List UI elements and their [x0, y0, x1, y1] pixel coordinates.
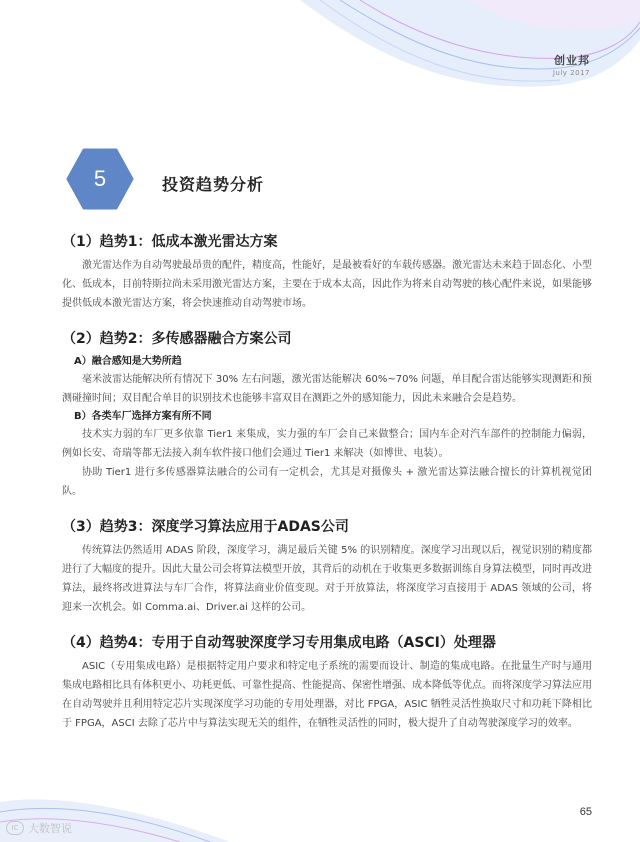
brand-date: July 2017	[552, 69, 590, 77]
section-title: （3）趋势3：深度学习算法应用于ADAS公司	[62, 519, 349, 535]
watermark-text: 大数智说	[28, 822, 72, 835]
chapter-number: 5	[93, 166, 107, 191]
chapter-title: 投资趋势分析	[162, 175, 265, 194]
section-2	[62, 329, 592, 501]
section-paragraph: 激光雷达作为自动驾驶最昂贵的配件，精度高，性能好，是最被看好的车载传感器。激光雷达未来趋于固态化、小型化、低成本，目前特斯拉尚未采用激光雷达方案，主要在于成本太高，因此作为将来自动驾驶的核心配件来说，如果能够提供低成本激光雷达方案，将会快速推动自动驾驶市场。	[62, 260, 592, 309]
section-paragraph: 技术实力弱的车厂更多依靠 Tier1 来集成，实力强的车厂会自己来做整合；国内车企对汽车部件的控制能力偏弱，例如长安、奇瑞等都无法接入刹车软件接口他们会通过 Tier1 来解决（如博世、电装）。	[62, 429, 592, 459]
bottom-wave-decoration	[0, 782, 640, 842]
brand-name: 创业邦	[554, 54, 590, 67]
section-title: （1）趋势1：低成本激光雷达方案	[62, 234, 278, 250]
main-content	[62, 232, 592, 733]
section-paragraph: ASIC（专用集成电路）是根据特定用户要求和特定电子系统的需要而设计、制造的集成电路。在批量生产时与通用集成电路相比具有体积更小、功耗更低、可靠性提高、性能提高、保密性增强、成本降低等优点。而将深度学习算法应用在自动驾驶并且利用特定芯片实现深度学习功能的专用处理器，对比 FPGA，ASIC 牺牲灵活性换取尺寸和功耗下降相比于 FPGA，ASCI 去除了芯片中与算法实现无关的组件，在牺牲灵活性的同时，极大提升了自动驾驶深度学习的效率。	[62, 661, 592, 729]
section-3	[62, 517, 592, 617]
subheading: B）各类车厂选择方案有所不同	[74, 411, 212, 422]
page-number: 65	[579, 806, 592, 818]
section-paragraph: 毫米波雷达能解决所有情况下 30% 左右问题，激光雷达能解决 60%~70% 问题，单目配合雷达能够实现测距和预测碰撞时间；双目配合单目的识别技术也能够丰富双目在测距之外的感知能力，因此未来融合会是趋势。	[62, 374, 592, 404]
section-paragraph: 传统算法仍然适用 ADAS 阶段，深度学习，满足最后关键 5% 的识别精度。深度学习出现以后，视觉识别的精度都进行了大幅度的提升。因此大量公司会将算法模型开放，其背后的动机在于收集更多数据训练自身算法模型，同时再改进算法，最终将改进算法与车厂合作，将算法商业价值变现。对于开放算法，将深度学习直接用于 ADAS 领域的公司，将迎来一次机会。如 Comma.ai、Driver.ai 这样的公司。	[62, 545, 592, 613]
section-title: （4）趋势4：专用于自动驾驶深度学习专用集成电路（ASCI）处理器	[62, 635, 496, 651]
top-wave-decoration	[0, 0, 640, 110]
brand-header	[553, 52, 590, 77]
subheading: A）融合感知是大势所趋	[74, 356, 182, 367]
watermark-logo-icon: IC	[6, 821, 24, 835]
watermark	[6, 820, 72, 836]
section-4	[62, 633, 592, 733]
section-1	[62, 232, 592, 313]
section-paragraph: 协助 Tier1 进行多传感器算法融合的公司有一定机会，尤其是对摄像头 + 激光雷达算法融合擅长的计算机视觉团队。	[62, 467, 592, 497]
section-title: （2）趋势2：多传感器融合方案公司	[62, 331, 292, 347]
